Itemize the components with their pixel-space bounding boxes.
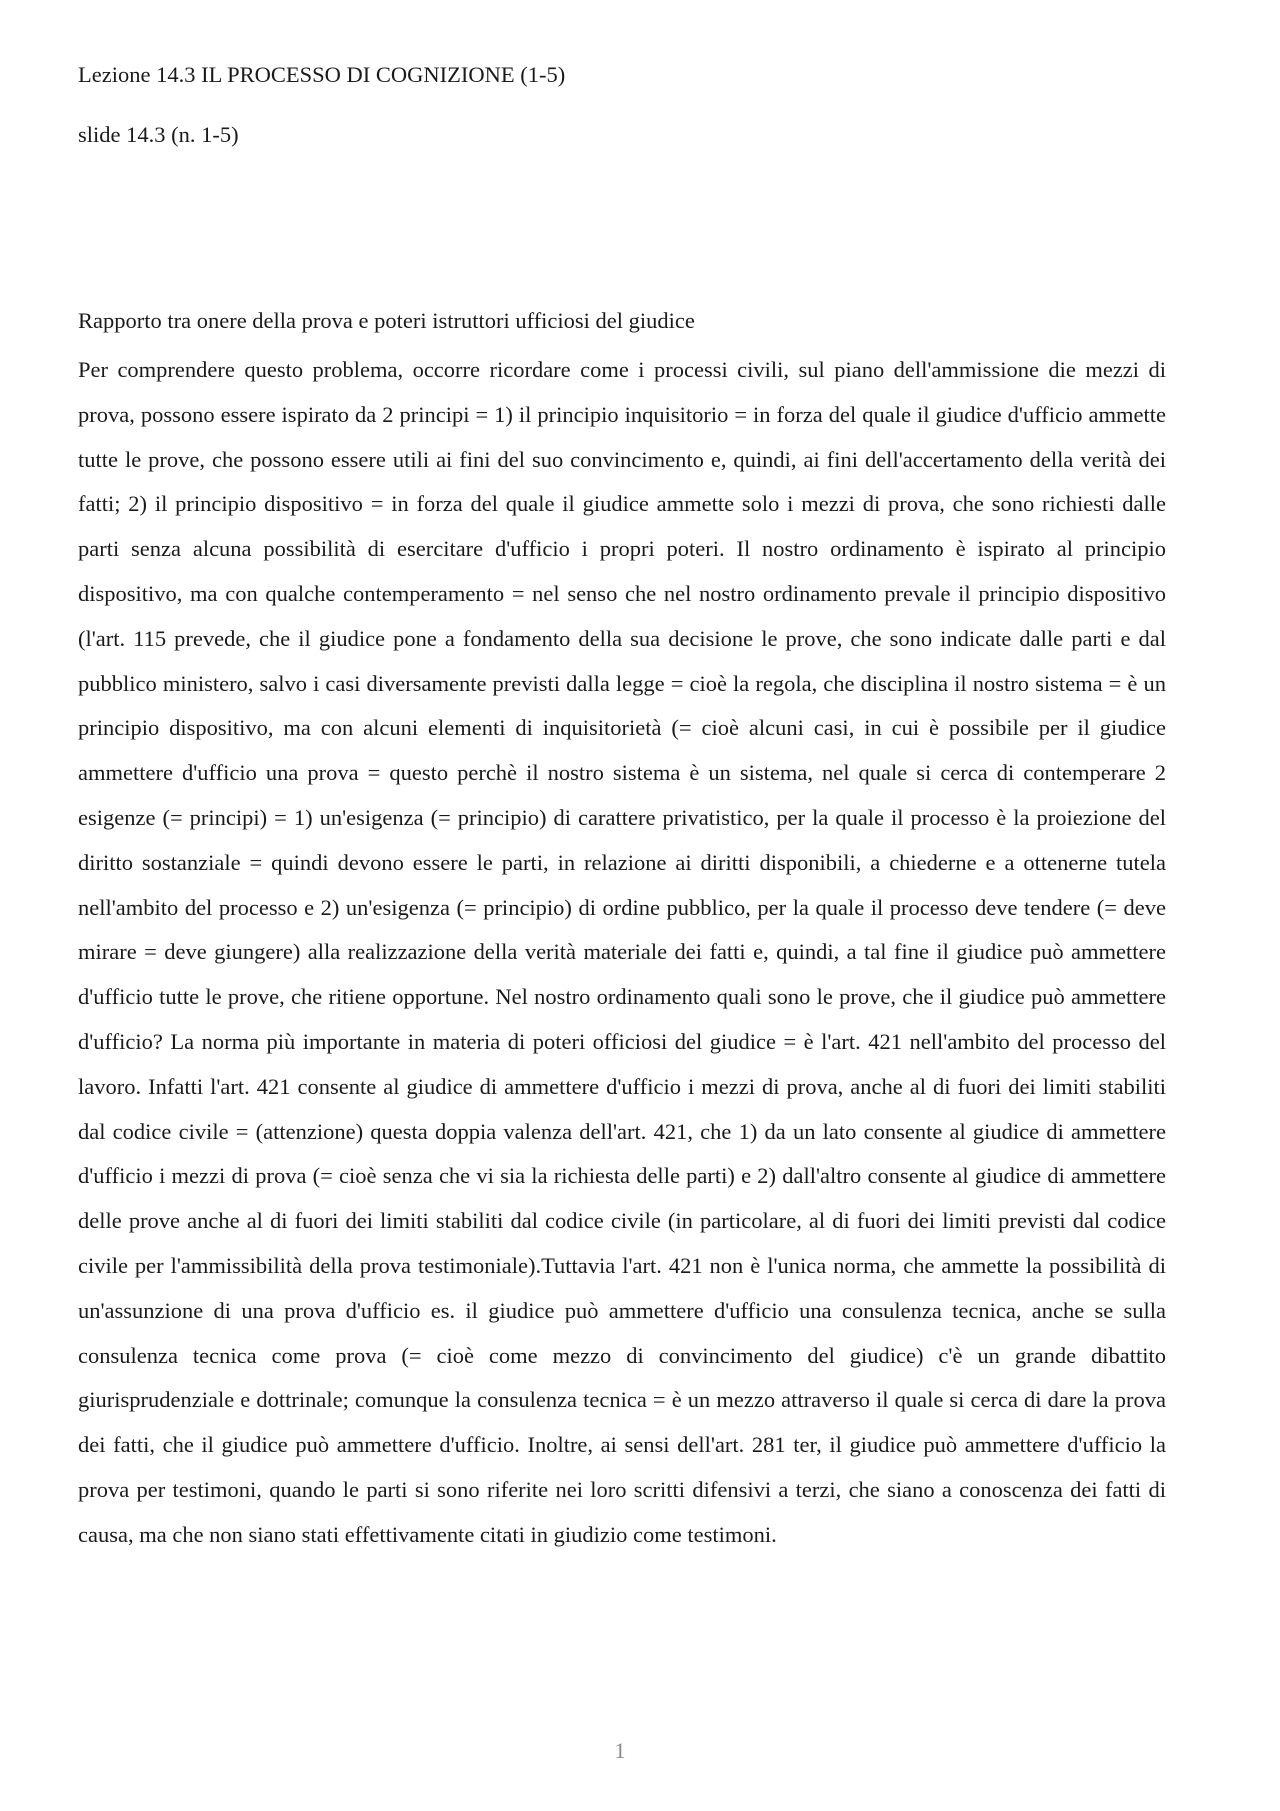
page-number: 1	[614, 1738, 626, 1763]
slide-reference: slide 14.3 (n. 1-5)	[78, 122, 239, 147]
body-paragraph: Per comprendere questo problema, occorre ricordare come i processi civili, sul piano dell'ammissione die mezzi di prova, possono essere ispirato da 2 principi = 1) il principio inquisitorio = in forza del quale il giudice d'ufficio ammette tutte le prove, che possono essere utili ai fini del suo convincimento e, quindi, ai fini dell'accertamento della verità dei fatti; 2) il principio dispositivo = in forza del quale il giudice ammette solo i mezzi di prova, che sono richiesti dalle parti senza alcuna possibilità di esercitare d'ufficio i propri poteri. Il nostro ordinamento è ispirato al principio dispositivo, ma con qualche contemperamento = nel senso che nel nostro ordinamento prevale il principio dispositivo (l'art. 115 prevede, che il giudice pone a fondamento della sua decisione le prove, che sono indicate dalle parti e dal pubblico ministero, salvo i casi diversamente previsti dalla legge = cioè la regola, che disciplina il nostro sistema = è un principio dispositivo, ma con alcuni elementi di inquisitorietà (= cioè alcuni casi, in cui è possibile per il giudice ammettere d'ufficio una prova = questo perchè il nostro sistema è un sistema, nel quale si cerca di contemperare 2 esigenze (= principi) = 1) un'esigenza (= principio) di carattere privatistico, per la quale il processo è la proiezione del diritto sostanziale = quindi devono essere le parti, in relazione ai diritti disponibili, a chiederne e a ottenerne tutela nell'ambito del processo e 2) un'esigenza (= principio) di ordine pubblico, per la quale il processo deve tendere (= deve mirare = deve giungere) alla realizzazione della verità materiale dei fatti e, quindi, a tal fine il giudice può ammettere d'ufficio tutte le prove, che ritiene opportune. Nel nostro ordinamento quali sono le prove, che il giudice può ammettere d'ufficio? La norma più importante in materia di poteri officiosi del giudice = è l'art. 421 nell'ambito del processo del lavoro. Infatti l'art. 421 consente al giudice di ammettere d'ufficio i mezzi di prova, anche al di fuori dei limiti stabiliti dal codice civile = (attenzione) questa doppia valenza dell'art. 421, che 1) da un lato consente al giudice di ammettere d'ufficio i mezzi di prova (= cioè senza che vi sia la richiesta delle parti) e 2) dall'altro consente al giudice di ammettere delle prove anche al di fuori dei limiti stabiliti dal codice civile (in particolare, al di fuori dei limiti previsti dal codice civile per l'ammissibilità della prova testimoniale).Tuttavia l'art. 421 non è l'unica norma, che ammette la possibilità di un'assunzione di una prova d'ufficio es. il giudice può ammettere d'ufficio una consulenza tecnica, anche se sulla consulenza tecnica come prova (= cioè come mezzo di convincimento del giudice) c'è un grande dibattito giurisprudenziale e dottrinale; comunque la consulenza tecnica = è un mezzo attraverso il quale si cerca di dare la prova dei fatti, che il giudice può ammettere d'ufficio. Inoltre, ai sensi dell'art. 281 ter, il giudice può ammettere d'ufficio la prova per testimoni, quando le parti si sono riferite nei loro scritti difensivi a terzi, che siano a conoscenza dei fatti di causa, ma che non siano stati effettivamente citati in giudizio come testimoni.	[78, 357, 1166, 1547]
section-heading: Rapporto tra onere della prova e poteri istruttori ufficiosi del giudice	[78, 308, 695, 333]
document-title: Lezione 14.3 IL PROCESSO DI COGNIZIONE (1-5)	[78, 62, 566, 87]
